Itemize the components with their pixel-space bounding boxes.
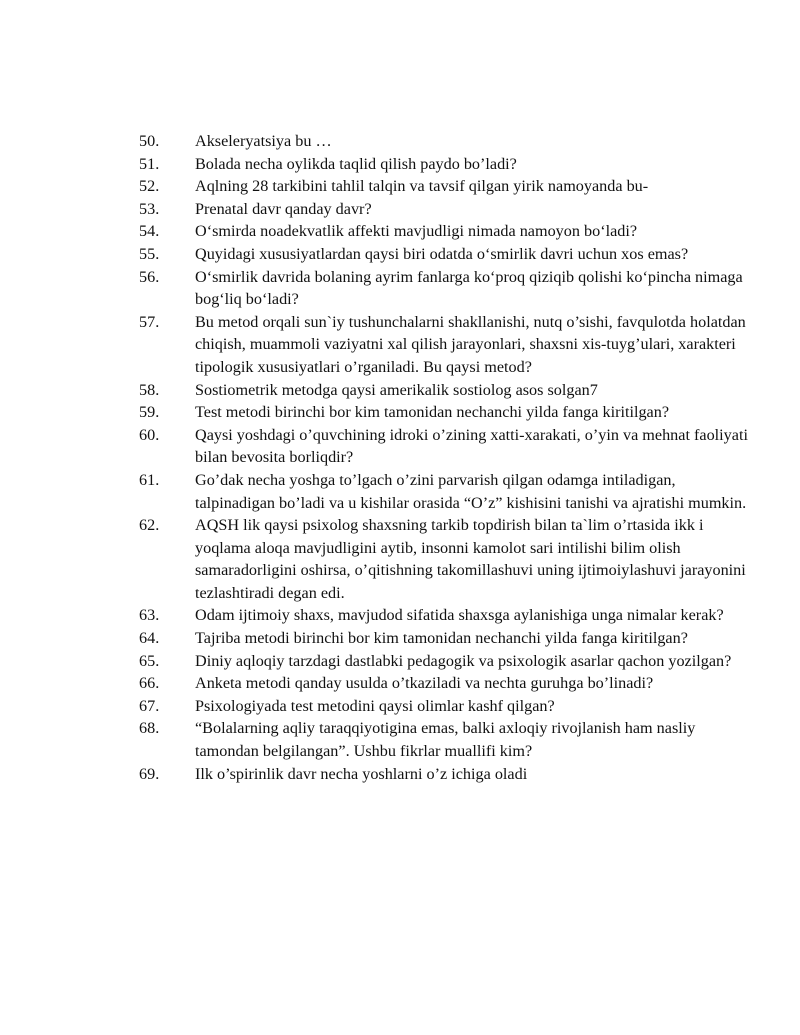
question-text: Ilk o’spirinlik davr necha yoshlarni o’z ichiga oladi xyxy=(195,764,528,783)
question-number: 55. xyxy=(139,244,160,263)
question-item xyxy=(139,672,749,695)
question-item xyxy=(139,627,749,650)
question-item xyxy=(139,717,749,762)
question-number: 62. xyxy=(139,516,160,535)
question-text: AQSH lik qaysi psixolog shaxsning tarkib topdirish bilan ta`lim o’rtasida ikk i yoqlama aloqa mavjudligini aytib, insonni kamolot sari intilishi bilim olish samaradorligini oshirsa, o’qitishning takomillashuvi uning ijtimoiylashuvi jarayonini tezlashtiradi degan edi. xyxy=(195,516,746,602)
question-number: 57. xyxy=(139,312,160,331)
question-number: 53. xyxy=(139,199,160,218)
question-number: 64. xyxy=(139,629,160,648)
question-number: 69. xyxy=(139,764,160,783)
question-number: 54. xyxy=(139,222,160,241)
question-text: Akseleryatsiya bu … xyxy=(195,132,332,150)
question-text: Go’dak necha yoshga to’lgach o’zini parvarish qilgan odamga intiladigan, talpinadigan bo’ladi va u kishilar orasida “O’z” kishisini tanishi va ajratishi mumkin. xyxy=(195,470,747,512)
question-item xyxy=(139,243,749,266)
question-text: O‘smirda noadekvatlik affekti mavjudligi nimada namoyon bo‘ladi? xyxy=(195,222,638,241)
question-number: 59. xyxy=(139,403,160,422)
question-item xyxy=(139,763,749,786)
question-item xyxy=(139,266,749,311)
question-text: Psixologiyada test metodini qaysi olimlar kashf qilgan? xyxy=(195,696,555,715)
question-text: Test metodi birinchi bor kim tamonidan nechanchi yilda fanga kiritilgan? xyxy=(195,403,670,422)
question-text: Bu metod orqali sun`iy tushunchalarni shakllanishi, nutq o’sishi, favqulotda holatdan chiqish, muammoli vaziyatni xal qilish jarayonlari, shaxsni xis-tuyg’ulari, xarakteri tipologik xususiyatlari o’rganiladi. Bu qaysi metod? xyxy=(195,312,746,376)
question-number: 66. xyxy=(139,674,160,693)
question-item xyxy=(139,153,749,176)
question-item xyxy=(139,220,749,243)
question-item xyxy=(139,401,749,424)
question-item xyxy=(139,604,749,627)
question-text: Bolada necha oylikda taqlid qilish paydo bo’ladi? xyxy=(195,154,517,173)
question-text: Anketa metodi qanday usulda o’tkaziladi va nechta guruhga bo’linadi? xyxy=(195,674,654,693)
question-number: 50. xyxy=(139,132,160,150)
question-number: 63. xyxy=(139,606,160,625)
question-item xyxy=(139,650,749,673)
question-number: 65. xyxy=(139,651,160,670)
question-number: 51. xyxy=(139,154,160,173)
question-item xyxy=(139,424,749,469)
question-text: Odam ijtimoiy shaxs, mavjudod sifatida shaxsga aylanishiga unga nimalar kerak? xyxy=(195,606,724,625)
question-number: 58. xyxy=(139,380,160,399)
question-item xyxy=(139,198,749,221)
question-text: Prenatal davr qanday davr? xyxy=(195,199,372,218)
question-number: 60. xyxy=(139,425,160,444)
question-item xyxy=(139,311,749,379)
question-item xyxy=(139,130,749,153)
question-text: Tajriba metodi birinchi bor kim tamonidan nechanchi yilda fanga kiritilgan? xyxy=(195,629,688,648)
question-text: Sostiometrik metodga qaysi amerikalik sostiolog asos solgan7 xyxy=(195,380,598,399)
question-number: 68. xyxy=(139,719,160,738)
question-number: 67. xyxy=(139,696,160,715)
question-text: Quyidagi xususiyatlardan qaysi biri odatda o‘smirlik davri uchun xos emas? xyxy=(195,244,689,263)
question-item xyxy=(139,469,749,514)
question-item xyxy=(139,175,749,198)
question-number: 61. xyxy=(139,470,160,489)
question-text: O‘smirlik davrida bolaning ayrim fanlarga ko‘proq qiziqib qolishi ko‘pincha nimaga bog‘liq bo‘ladi? xyxy=(195,267,743,309)
question-text: “Bolalarning aqliy taraqqiyotigina emas, balki axloqiy rivojlanish ham nasliy tamondan belgilangan”. Ushbu fikrlar muallifi kim? xyxy=(195,719,696,761)
question-item xyxy=(139,379,749,402)
question-text: Aqlning 28 tarkibini tahlil talqin va tavsif qilgan yirik namoyanda bu- xyxy=(195,177,649,196)
question-item xyxy=(139,695,749,718)
question-number: 56. xyxy=(139,267,160,286)
question-number: 52. xyxy=(139,177,160,196)
question-text: Diniy aqloqiy tarzdagi dastlabki pedagogik va psixologik asarlar qachon yozilgan? xyxy=(195,651,732,670)
question-text: Qaysi yoshdagi o’quvchining idroki o’zining xatti-xarakati, o’yin va mehnat faoliyati bilan bevosita borliqdir? xyxy=(195,425,748,467)
question-list xyxy=(139,130,749,785)
question-item xyxy=(139,514,749,604)
